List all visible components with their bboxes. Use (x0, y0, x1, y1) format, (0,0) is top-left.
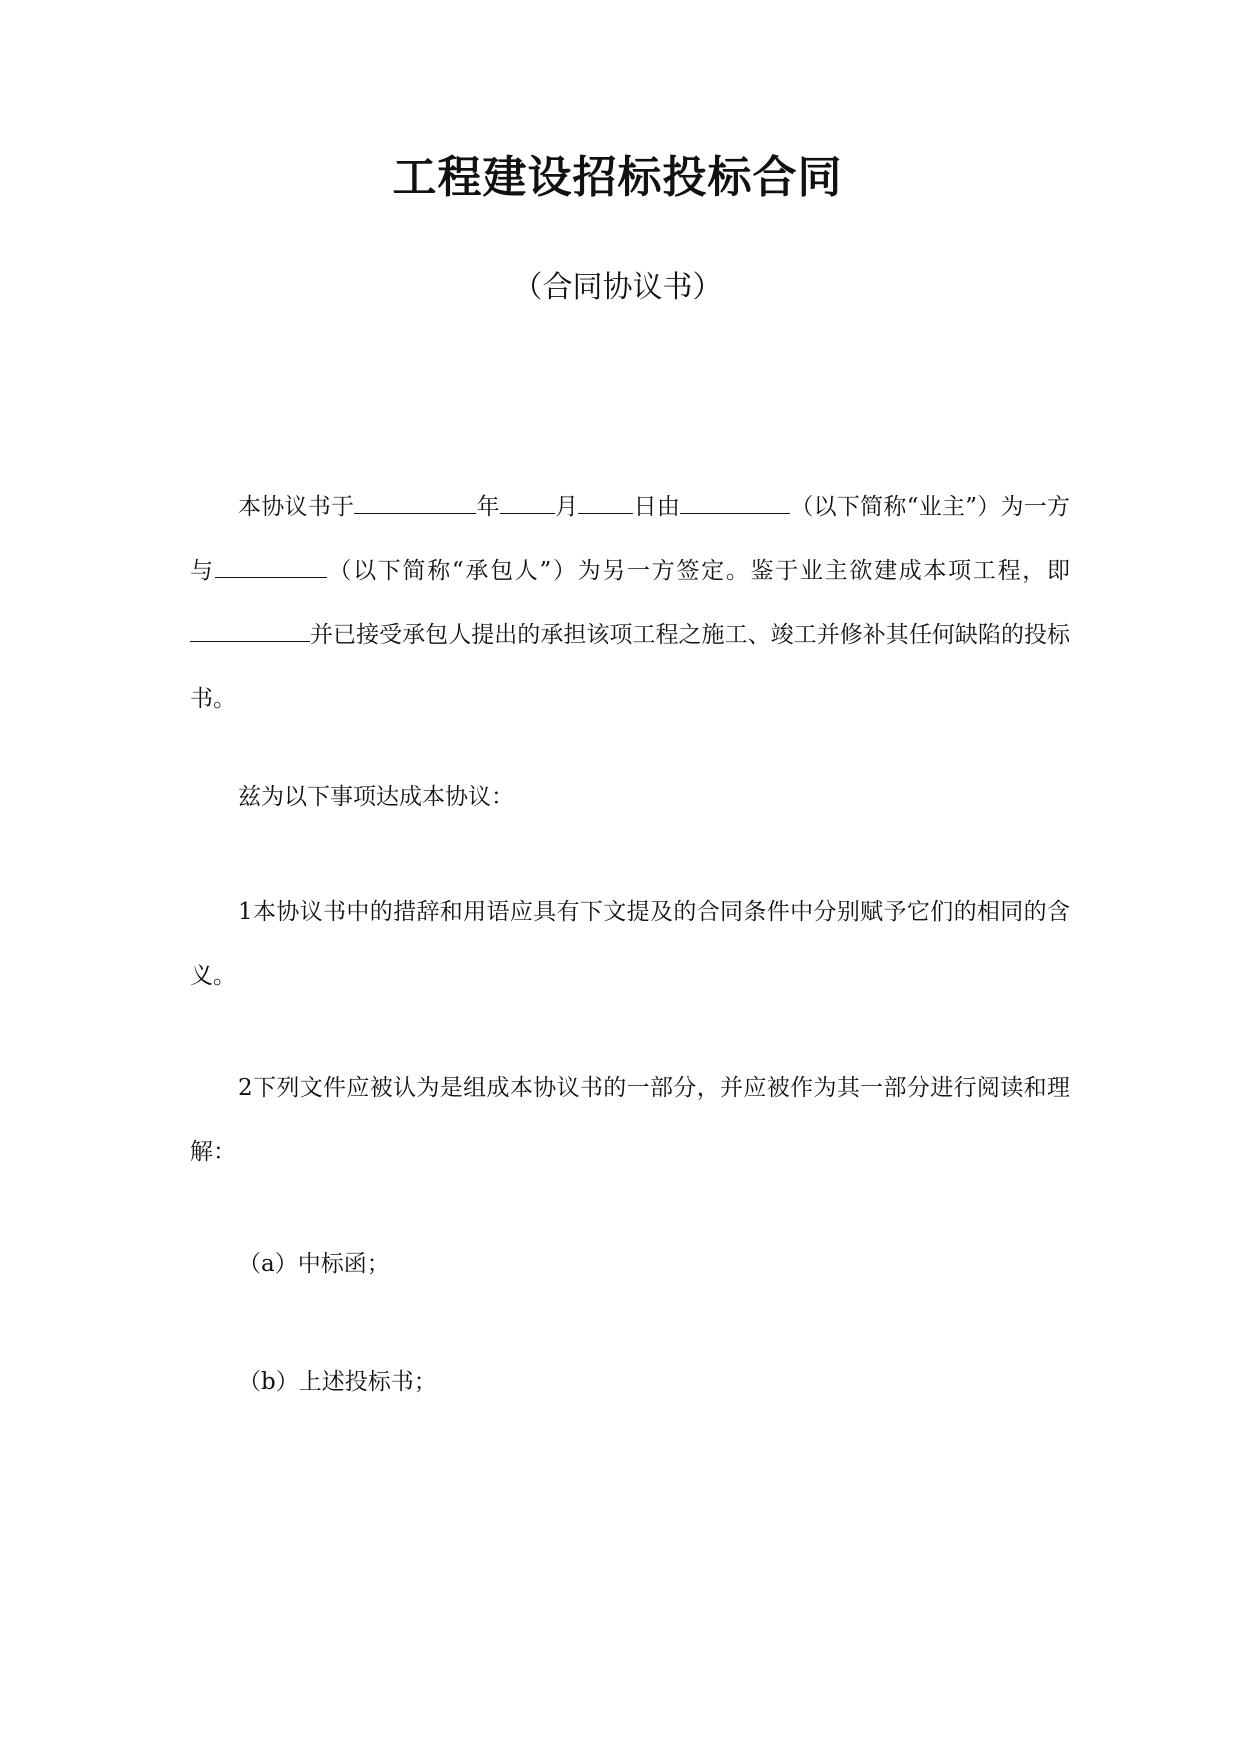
contractor-name-blank (215, 555, 327, 578)
agreement-statement: 兹为以下事项达成本协议： (238, 784, 514, 810)
agreement-intro-paragraph (190, 475, 1070, 731)
document-title: 工程建设招标投标合同 (392, 152, 843, 203)
document-subtitle: （合同协议书） (512, 270, 723, 305)
date-month-blank (500, 491, 555, 514)
intro-text-1: 本协议书于 (238, 494, 355, 520)
intro-text-7: 并已接受承包人提出的承担该项工程之施工、竣工并修补其任何缺陷的投标书。 (190, 622, 1070, 712)
owner-name-blank (680, 491, 790, 514)
intro-text-2: 年 (476, 494, 500, 520)
list-item-a: （a）中标函； (238, 1251, 390, 1277)
intro-text-5: （以下简称“业主”）为一方与 (190, 494, 1071, 584)
list-item-b: （b）上述投标书； (238, 1369, 437, 1395)
clause-1: 1本协议书中的措辞和用语应具有下文提及的合同条件中分别赋予它们的相同的含义。 (190, 899, 1070, 989)
date-year-blank (354, 491, 476, 514)
project-name-blank (190, 619, 310, 642)
intro-text-3: 月 (554, 494, 579, 520)
intro-text-6: （以下简称“承包人”）为另一方签定。鉴于业主欲建成本项工程，即 (326, 558, 1070, 584)
clause-2: 2下列文件应被认为是组成本协议书的一部分，并应被作为其一部分进行阅读和理解： (190, 1075, 1070, 1165)
date-day-blank (578, 491, 633, 514)
intro-text-4: 日由 (633, 494, 681, 520)
